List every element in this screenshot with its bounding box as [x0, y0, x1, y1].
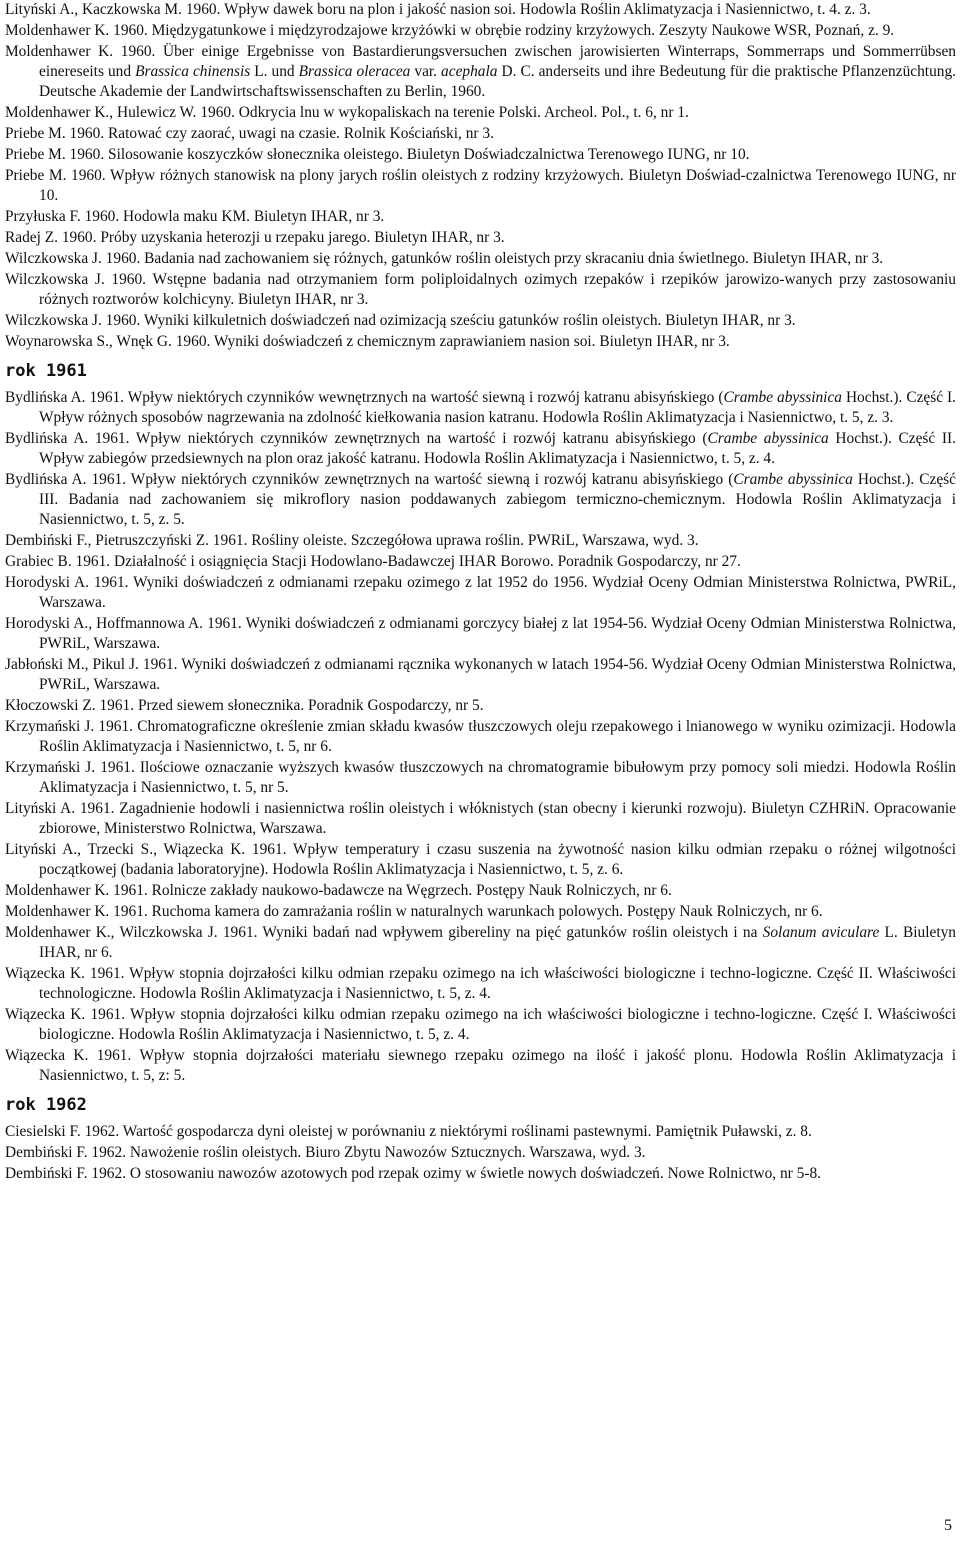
bibliography-entry — [5, 923, 956, 963]
entry-text: Grabiec B. 1961. Działalność i osiągnięcia Stacji Hodowlano-Badawczej IHAR Borowo. Poradnik Gospodarczy, nr 27. — [5, 553, 741, 570]
entry-text: Dembiński F. 1962. Nawożenie roślin oleistych. Biuro Zbytu Nawozów Sztucznych. Warszawa, wyd. 3. — [5, 1144, 646, 1161]
entry-text: Wiązecka K. 1961. Wpływ stopnia dojrzałości kilku odmian rzepaku ozimego na ich właściwości biologiczne i techno-logiczne. Część II. Właściwości technologiczne. Hodowla Roślin Aklimatyzacja i Nasiennictwo, t. 5, z. 4. — [5, 965, 956, 1002]
entry-text: Przyłuska F. 1960. Hodowla maku KM. Biuletyn IHAR, nr 3. — [5, 208, 385, 225]
bibliography-entry — [5, 758, 956, 798]
bibliography-entry — [5, 696, 956, 716]
bibliography-entry — [5, 573, 956, 613]
entry-text: L. Biuletyn IHAR, nr 6. — [39, 924, 956, 961]
bibliography-entry — [5, 1005, 956, 1045]
entry-text: Lityński A. 1961. Zagadnienie hodowli i nasiennictwa roślin oleistych i włóknistych (stan obecny i kierunki rozwoju). Biuletyn CZHRiN. Opracowanie zbiorowe, Ministerstwo Rolnictwa, Warszawa. — [5, 800, 956, 837]
entry-text: Woynarowska S., Wnęk G. 1960. Wyniki doświadczeń z chemicznym zaprawianiem nasion soi. Biuletyn IHAR, nr 3. — [5, 333, 730, 350]
italic-species-name: Crambe abyssinica — [733, 471, 853, 488]
entry-text: Moldenhawer K. 1960. Międzygatunkowe i międzyrodzajowe krzyżówki w obrębie rodziny krzyżowych. Zeszyty Naukowe WSR, Poznań, z. 9. — [5, 22, 895, 39]
entry-text: Hochst.). Część I. Wpływ różnych sposobów nagrzewania na zdolność kiełkowania nasion katranu. Hodowla Roślin Aklimatyzacja i Nasiennictwo, t. 5, z. 3. — [39, 389, 956, 426]
bibliography-entry — [5, 1164, 956, 1184]
entry-text: Bydlińska A. 1961. Wpływ niektórych czynników zewnętrznych na wartość siewną i rozwój katranu abisyńskiego ( — [5, 471, 734, 488]
bibliography — [5, 0, 956, 1185]
section-heading: rok 1962 — [5, 1095, 87, 1115]
entry-text: Horodyski A., Hoffmannowa A. 1961. Wyniki doświadczeń z odmianami gorczycy białej z lat 1954-56. Wydział Oceny Odmian Ministerstwa Rolnictwa, PWRiL, Warszawa. — [5, 615, 956, 652]
entry-text: Hochst.). Część III. Badania nad zachowaniem się mikroflory nasion poddawanych zabiegom termiczno-chemicznym. Hodowla Roślin Aklimatyzacja i Nasiennictwo, t. 5, z. 5. — [39, 471, 956, 528]
entry-text: var. — [410, 63, 442, 80]
entry-text: Krzymański J. 1961. Ilościowe oznaczanie wyższych kwasów tłuszczowych na chromatogramie bibułowym przy pomocy soli miedzi. Hodowla Roślin Aklimatyzacja i Nasiennictwo, t. 5, nr 5. — [5, 759, 956, 796]
entry-text: Moldenhawer K. 1961. Ruchoma kamera do zamrażania roślin w naturalnych warunkach polowych. Postępy Nauk Rolniczych, nr 6. — [5, 903, 823, 920]
page-number: 5 — [944, 1517, 952, 1534]
bibliography-entry — [5, 799, 956, 839]
entry-text: Priebe M. 1960. Silosowanie koszyczków słonecznika oleistego. Biuletyn Doświadczalnictwa Terenowego IUNG, nr 10. — [5, 146, 750, 163]
entry-text: Radej Z. 1960. Próby uzyskania heterozji u rzepaku jarego. Biuletyn IHAR, nr 3. — [5, 229, 505, 246]
entry-text: Wilczkowska J. 1960. Badania nad zachowaniem się różnych, gatunków roślin oleistych przy skracaniu dnia świetlnego. Biuletyn IHAR, nr 3. — [5, 250, 884, 267]
bibliography-entry — [5, 166, 956, 206]
entry-text: Wilczkowska J. 1960. Wyniki kilkuletnich doświadczeń nad ozimizacją sześciu gatunków roślin oleistych. Biuletyn IHAR, nr 3. — [5, 312, 796, 329]
bibliography-entry — [5, 881, 956, 901]
bibliography-entry — [5, 552, 956, 572]
entry-text: Krzymański J. 1961. Chromatograficzne określenie zmian składu kwasów tłuszczowych oleju rzepakowego i lnianowego w wyniku ozimizacji. Hodowla Roślin Aklimatyzacja i Nasiennictwo, t. 5, nr 6. — [5, 718, 956, 755]
bibliography-entry — [5, 388, 956, 428]
entry-text: Priebe M. 1960. Ratować czy zaorać, uwagi na czasie. Rolnik Kościański, nr 3. — [5, 125, 494, 142]
italic-species-name: Brassica oleracea — [298, 63, 411, 80]
bibliography-entry — [5, 429, 956, 469]
bibliography-entry — [5, 840, 956, 880]
entry-text: Wiązecka K. 1961. Wpływ stopnia dojrzałości materiału siewnego rzepaku ozimego na ilość i jakość plonu. Hodowla Roślin Aklimatyzacja i Nasiennictwo, t. 5, z: 5. — [5, 1047, 956, 1084]
bibliography-entry — [5, 0, 956, 20]
entry-text: Horodyski A. 1961. Wyniki doświadczeń z odmianami rzepaku ozimego z lat 1952 do 1956. Wydział Oceny Odmian Ministerstwa Rolnictwa, PWRiL, Warszawa. — [5, 574, 956, 611]
entry-text: Jabłoński M., Pikul J. 1961. Wyniki doświadczeń z odmianami rącznika wykonanych w latach 1954-56. Wydział Oceny Odmian Ministerstwa Rolnictwa, PWRiL, Warszawa. — [5, 656, 956, 693]
bibliography-entry — [5, 614, 956, 654]
entry-text: Hochst.). Część II. Wpływ zabiegów przedsiewnych na plon oraz jakość katranu. Hodowla Roślin Aklimatyzacja i Nasiennictwo, t. 5, z. 4. — [39, 430, 956, 467]
entry-text: Moldenhawer K. 1960. Über einige Ergebnisse von Bastardierungsversuchen zwischen jarowisierten Winterraps, Sommerraps und Sommerrübsen einereseits und — [5, 43, 956, 80]
bibliography-entry — [5, 249, 956, 269]
entry-text: Dembiński F. 1962. O stosowaniu nawozów azotowych pod rzepak ozimy w świetle nowych doświadczeń. Nowe Rolnictwo, nr 5-8. — [5, 1165, 822, 1182]
entry-text: Moldenhawer K. 1961. Rolnicze zakłady naukowo-badawcze na Węgrzech. Postępy Nauk Rolniczych, nr 6. — [5, 882, 672, 899]
entry-text: Bydlińska A. 1961. Wpływ niektórych czynników zewnętrznych na wartość i rozwój katranu abisyńskiego ( — [5, 430, 708, 447]
bibliography-entry — [5, 1143, 956, 1163]
bibliography-entry — [5, 964, 956, 1004]
entry-text: Wilczkowska J. 1960. Wstępne badania nad otrzymaniem form poliploidalnych ozimych rzepaków i rzepików jarowizo-wanych przy zastosowaniu różnych roztworów kolchicyny. Biuletyn IHAR, nr 3. — [5, 271, 956, 308]
entry-text: Priebe M. 1960. Wpływ różnych stanowisk na plony jarych roślin oleistych z rodziny krzyżowych. Biuletyn Doświad-czalnictwa Terenowego IUNG, nr 10. — [5, 167, 956, 204]
entry-text: Lityński A., Kaczkowska M. 1960. Wpływ dawek boru na plon i jakość nasion soi. Hodowla Roślin Aklimatyzacja i Nasiennictwo, t. 4. z. 3. — [5, 1, 871, 18]
bibliography-entry — [5, 332, 956, 352]
entry-text: L. und — [250, 63, 299, 80]
bibliography-entry — [5, 21, 956, 41]
entry-text: D. C. anderseits und ihre Bedeutung für die praktische Pflanzenzüchtung. Deutsche Akademie der Landwirtschaftswissenschaften zu Berlin, 1960. — [39, 63, 957, 100]
bibliography-entry — [5, 311, 956, 331]
bibliography-entry — [5, 655, 956, 695]
bibliography-entry — [5, 1046, 956, 1086]
entry-text: Ciesielski F. 1962. Wartość gospodarcza dyni oleistej w porównaniu z niektórymi roślinami pastewnymi. Pamiętnik Puławski, z. 8. — [5, 1123, 812, 1140]
bibliography-entry — [5, 103, 956, 123]
entry-text: Dembiński F., Pietruszczyński Z. 1961. Rośliny oleiste. Szczegółowa uprawa roślin. PWRiL, Warszawa, wyd. 3. — [5, 532, 699, 549]
entry-text: Moldenhawer K., Hulewicz W. 1960. Odkrycia lnu w wykopaliskach na terenie Polski. Archeol. Pol., t. 6, nr 1. — [5, 104, 689, 121]
bibliography-entry — [5, 42, 956, 102]
entry-text: Wiązecka K. 1961. Wpływ stopnia dojrzałości kilku odmian rzepaku ozimego na ich właściwości biologiczne i techno-logiczne. Część I. Właściwości biologiczne. Hodowla Roślin Aklimatyzacja i Nasiennictwo, t. 5, z. 4. — [5, 1006, 956, 1043]
italic-species-name: Crambe abyssinica — [707, 430, 829, 447]
entry-text: Lityński A., Trzecki S., Wiązecka K. 1961. Wpływ temperatury i czasu suszenia na żywotność nasion kilku odmian rzepaku o różnej wilgotności początkowej (badania laboratoryjne). Hodowla Roślin Aklimatyzacja i Nasiennictwo, t. 5, z. 6. — [5, 841, 956, 878]
bibliography-entry — [5, 1122, 956, 1142]
entry-text: Moldenhawer K., Wilczkowska J. 1961. Wyniki badań nad wpływem gibereliny na pięć gatunków roślin oleistych i na — [5, 924, 763, 941]
italic-species-name: acephala — [441, 63, 498, 80]
entry-text: Bydlińska A. 1961. Wpływ niektórych czynników wewnętrznych na wartość siewną i rozwój katranu abisyńskiego ( — [5, 389, 724, 406]
italic-species-name: Solanum aviculare — [762, 924, 880, 941]
bibliography-entry — [5, 902, 956, 922]
bibliography-entry — [5, 228, 956, 248]
bibliography-entry — [5, 470, 956, 530]
italic-species-name: Brassica chinensis — [135, 63, 251, 80]
section-heading: rok 1961 — [5, 361, 87, 381]
bibliography-entry — [5, 207, 956, 227]
bibliography-entry — [5, 531, 956, 551]
entry-text: Kłoczowski Z. 1961. Przed siewem słonecznika. Poradnik Gospodarczy, nr 5. — [5, 697, 484, 714]
bibliography-entry — [5, 145, 956, 165]
bibliography-entry — [5, 270, 956, 310]
bibliography-entry — [5, 124, 956, 144]
italic-species-name: Crambe abyssinica — [723, 389, 842, 406]
bibliography-entry — [5, 717, 956, 757]
